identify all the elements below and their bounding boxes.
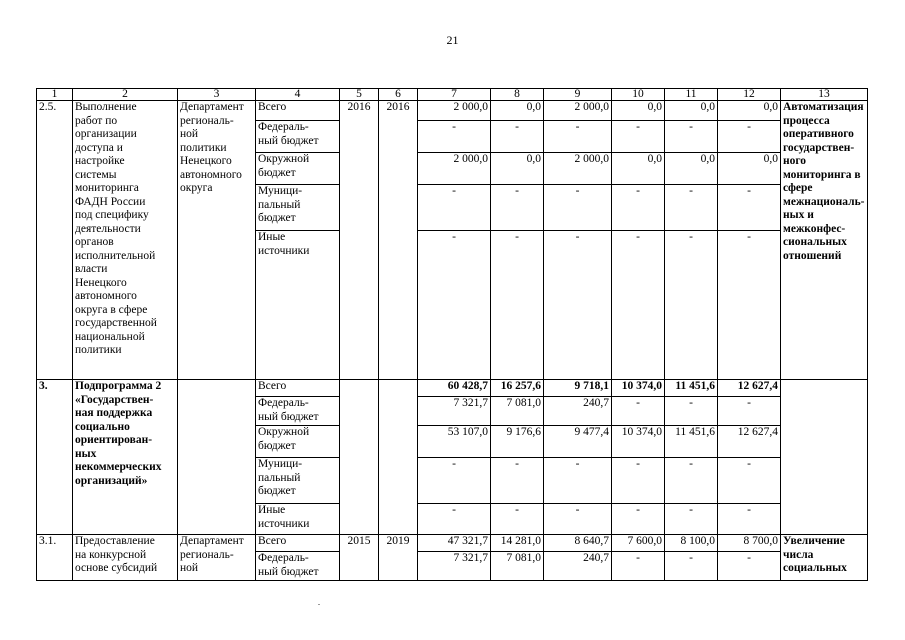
text-line: сиональных (783, 236, 847, 248)
text-line: Подпрограмма 2 (75, 380, 162, 392)
funding-source (256, 380, 340, 397)
text-line: Федераль- (258, 121, 309, 133)
amount-cell: - (612, 458, 665, 504)
amount-cell: - (544, 504, 612, 535)
column-header: 5 (340, 89, 379, 101)
amount-cell: - (544, 185, 612, 231)
amount-cell: 10 374,0 (612, 380, 665, 397)
column-header: 4 (256, 89, 340, 101)
text-line: мониторинга (75, 182, 139, 194)
funding-source (256, 458, 340, 504)
text-line: округа в сфере (75, 303, 148, 316)
text-line: Федераль- (258, 552, 309, 564)
amount-cell: 8 640,7 (544, 535, 612, 552)
text-line: Выполнение (75, 101, 137, 113)
text-line: государствен- (783, 141, 855, 154)
text-line: Окружной (258, 153, 310, 165)
end-year (379, 380, 418, 535)
amount-cell: 0,0 (612, 153, 665, 185)
amount-cell: - (718, 121, 781, 153)
start-year: 2016 (340, 101, 379, 380)
end-year: 2019 (379, 535, 418, 581)
amount-cell: 7 600,0 (612, 535, 665, 552)
amount-cell: 60 428,7 (418, 380, 491, 397)
text-line: настройке (75, 155, 125, 167)
expected-result (781, 380, 868, 535)
text-line: под специфику (75, 209, 149, 221)
amount-cell: - (612, 504, 665, 535)
text-line: Муници- (258, 185, 303, 197)
text-line: доступа и (75, 141, 123, 154)
amount-cell: - (491, 121, 544, 153)
text-line: ный бюджет (258, 565, 319, 578)
text-line: национальной (75, 330, 145, 343)
text-line: политики (75, 344, 122, 356)
amount-cell: 2 000,0 (544, 101, 612, 121)
amount-cell: - (612, 231, 665, 380)
text-line: социально (75, 420, 130, 433)
text-line: организаций» (75, 474, 148, 487)
text-line: процесса (783, 114, 830, 127)
program-table (36, 88, 868, 581)
amount-cell: - (665, 397, 718, 426)
funding-source (256, 121, 340, 153)
text-line: пальный (258, 471, 301, 484)
activity-name (73, 380, 178, 535)
amount-cell: 9 477,4 (544, 426, 612, 458)
table-row (37, 535, 868, 552)
funding-source (256, 185, 340, 231)
text-line: ной (180, 562, 199, 574)
amount-cell: 12 627,4 (718, 380, 781, 397)
table-row (37, 380, 868, 397)
column-header: 13 (781, 89, 868, 101)
text-line: политики (180, 141, 227, 154)
amount-cell: - (491, 231, 544, 380)
funding-source (256, 397, 340, 426)
row-number: 3. (37, 380, 73, 535)
text-line: Всего (258, 535, 287, 547)
amount-cell: - (418, 504, 491, 535)
text-line: государственной (75, 317, 157, 329)
text-line: органов (75, 236, 114, 248)
amount-cell: - (718, 504, 781, 535)
column-header: 12 (718, 89, 781, 101)
row-number: 2.5. (37, 101, 73, 380)
amount-cell: 2 000,0 (418, 153, 491, 185)
text-line: Всего (258, 101, 287, 113)
amount-cell: 0,0 (665, 101, 718, 121)
text-line: межконфес- (783, 222, 846, 235)
text-line: Департамент (180, 101, 244, 113)
amount-cell: - (491, 185, 544, 231)
amount-cell: 8 700,0 (718, 535, 781, 552)
amount-cell: 16 257,6 (491, 380, 544, 397)
amount-cell: 9 176,6 (491, 426, 544, 458)
start-year (340, 380, 379, 535)
funding-source (256, 231, 340, 380)
amount-cell: - (665, 552, 718, 581)
text-line: некоммерческих (75, 461, 162, 473)
scan-speck (318, 604, 320, 605)
page-number: 21 (446, 33, 459, 47)
amount-cell: - (418, 121, 491, 153)
amount-cell: - (544, 121, 612, 153)
text-line: ФАДН России (75, 195, 146, 208)
column-header: 8 (491, 89, 544, 101)
text-line: ных и (783, 209, 814, 221)
text-line: региональ- (180, 548, 234, 561)
column-header: 9 (544, 89, 612, 101)
text-line: на конкурсной (75, 548, 147, 561)
text-line: Увеличение (783, 535, 845, 547)
amount-cell: - (665, 458, 718, 504)
text-line: ный бюджет (258, 410, 319, 423)
text-line: исполнительной (75, 249, 156, 262)
column-header: 1 (37, 89, 73, 101)
funding-source (256, 426, 340, 458)
amount-cell: - (418, 231, 491, 380)
amount-cell: - (718, 231, 781, 380)
column-header: 10 (612, 89, 665, 101)
amount-cell: 12 627,4 (718, 426, 781, 458)
text-line: основе субсидий (75, 562, 158, 574)
text-line: власти (75, 263, 108, 275)
amount-cell: 0,0 (491, 101, 544, 121)
text-line: бюджет (258, 485, 296, 497)
amount-cell: - (665, 185, 718, 231)
text-line: ного (783, 155, 807, 167)
expected-result (781, 535, 868, 581)
amount-cell: - (665, 504, 718, 535)
responsible-executor (178, 535, 256, 581)
column-header: 3 (178, 89, 256, 101)
text-line: бюджет (258, 212, 296, 224)
text-line: ориентирован- (75, 434, 153, 446)
responsible-executor (178, 101, 256, 380)
amount-cell: - (612, 121, 665, 153)
text-line: Всего (258, 380, 287, 392)
amount-cell: 7 081,0 (491, 552, 544, 581)
amount-cell: 0,0 (718, 153, 781, 185)
table-row (37, 101, 868, 121)
amount-cell: 240,7 (544, 397, 612, 426)
amount-cell: 47 321,7 (418, 535, 491, 552)
text-line: числа (783, 548, 814, 561)
amount-cell: 2 000,0 (418, 101, 491, 121)
funding-source (256, 153, 340, 185)
text-line: Ненецкого (180, 155, 232, 167)
amount-cell: 8 100,0 (665, 535, 718, 552)
amount-cell: - (718, 185, 781, 231)
column-header: 11 (665, 89, 718, 101)
text-line: Автоматизация (783, 101, 864, 113)
text-line: округа (180, 182, 213, 194)
amount-cell: - (665, 231, 718, 380)
amount-cell: 14 281,0 (491, 535, 544, 552)
amount-cell: - (612, 552, 665, 581)
text-line: «Государствен- (75, 393, 154, 406)
amount-cell: 9 718,1 (544, 380, 612, 397)
amount-cell: 53 107,0 (418, 426, 491, 458)
amount-cell: - (612, 185, 665, 231)
text-line: Иные (258, 504, 286, 516)
text-line: ных (75, 447, 97, 460)
amount-cell: - (718, 397, 781, 426)
amount-cell: - (418, 458, 491, 504)
activity-name (73, 101, 178, 380)
funding-source (256, 552, 340, 581)
text-line: Иные (258, 231, 286, 243)
text-line: деятельности (75, 222, 141, 235)
start-year: 2015 (340, 535, 379, 581)
text-line: Ненецкого (75, 276, 127, 289)
text-line: организации (75, 128, 137, 140)
text-line: пальный (258, 198, 301, 211)
text-line: ный бюджет (258, 134, 319, 147)
column-header: 6 (379, 89, 418, 101)
amount-cell: - (612, 397, 665, 426)
text-line: автономного (180, 168, 242, 181)
text-line: источники (258, 244, 310, 257)
amount-cell: - (544, 231, 612, 380)
text-line: ной (180, 128, 199, 140)
amount-cell: 0,0 (718, 101, 781, 121)
amount-cell: 7 321,7 (418, 552, 491, 581)
text-line: Департамент (180, 535, 244, 547)
funding-source (256, 504, 340, 535)
text-line: отношений (783, 249, 842, 262)
amount-cell: - (665, 121, 718, 153)
amount-cell: 7 081,0 (491, 397, 544, 426)
column-header: 2 (73, 89, 178, 101)
amount-cell: 0,0 (612, 101, 665, 121)
responsible-executor (178, 380, 256, 535)
amount-cell: 11 451,6 (665, 380, 718, 397)
amount-cell: - (491, 504, 544, 535)
table-body (37, 89, 868, 581)
amount-cell: 11 451,6 (665, 426, 718, 458)
amount-cell: 2 000,0 (544, 153, 612, 185)
text-line: Окружной (258, 426, 310, 438)
amount-cell: 7 321,7 (418, 397, 491, 426)
amount-cell: 0,0 (491, 153, 544, 185)
amount-cell: - (418, 185, 491, 231)
amount-cell: - (491, 458, 544, 504)
text-line: мониторинга в (783, 168, 861, 181)
text-line: межнациональ- (783, 195, 865, 208)
amount-cell: - (544, 458, 612, 504)
expected-result (781, 101, 868, 380)
text-line: региональ- (180, 114, 234, 127)
text-line: Федераль- (258, 397, 309, 409)
text-line: Предоставление (75, 535, 155, 547)
text-line: автономного (75, 290, 137, 302)
column-header: 7 (418, 89, 491, 101)
column-number-row (37, 89, 868, 101)
text-line: работ по (75, 114, 118, 127)
amount-cell: - (718, 458, 781, 504)
text-line: источники (258, 517, 310, 530)
text-line: ная поддержка (75, 407, 153, 419)
end-year: 2016 (379, 101, 418, 380)
amount-cell: - (718, 552, 781, 581)
funding-source (256, 535, 340, 552)
text-line: бюджет (258, 439, 296, 452)
amount-cell: 240,7 (544, 552, 612, 581)
text-line: социальных (783, 562, 847, 574)
funding-source (256, 101, 340, 121)
text-line: сфере (783, 182, 813, 194)
amount-cell: 10 374,0 (612, 426, 665, 458)
amount-cell: 0,0 (665, 153, 718, 185)
text-line: оперативного (783, 128, 854, 140)
row-number: 3.1. (37, 535, 73, 581)
text-line: бюджет (258, 166, 296, 179)
text-line: Муници- (258, 458, 303, 470)
activity-name (73, 535, 178, 581)
text-line: системы (75, 168, 117, 181)
